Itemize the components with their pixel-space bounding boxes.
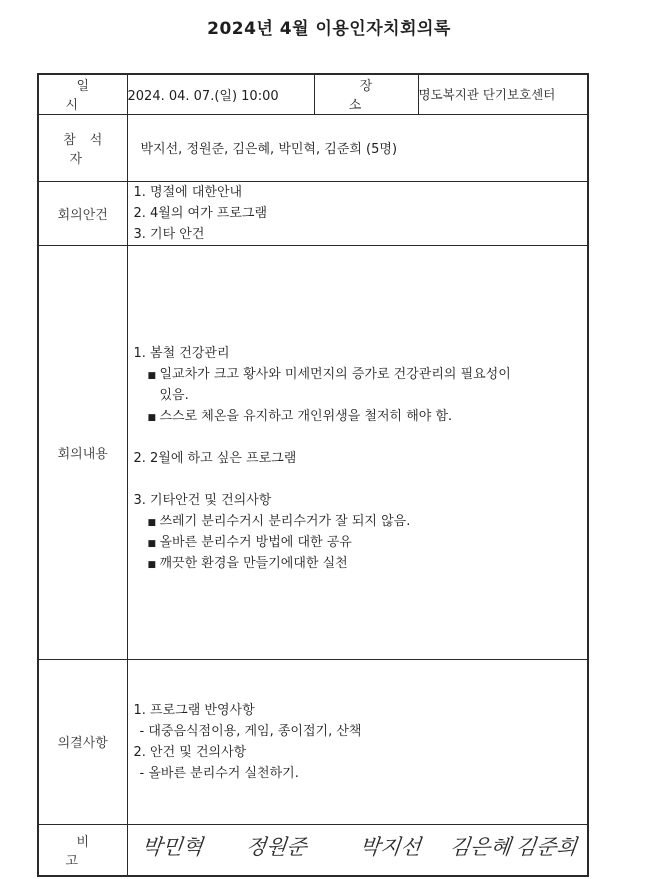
agenda-list [127, 181, 588, 245]
agenda-item: 3. 기타 안건 [133, 226, 205, 242]
signature: 김준희 [514, 834, 578, 859]
content-section-title: 3. 기타안건 및 건의사항 [133, 492, 272, 508]
signature: 김은혜 [448, 834, 512, 859]
content-bullet: ■ 스스로 체온을 유지하고 개인위생을 철저히 해야 함. [128, 406, 588, 427]
signature: 정원준 [244, 834, 308, 859]
resolution-title: 2. 안건 및 건의사항 [133, 744, 247, 760]
signature: 박지선 [358, 834, 422, 859]
content-section-title: 2. 2월에 하고 싶은 프로그램 [133, 450, 297, 466]
content-bullet-continued: 있음. [159, 387, 189, 403]
document-title: 2024년 4월 이용인자치회의록 [207, 19, 451, 39]
content-section-title: 1. 봄철 건강관리 [133, 345, 230, 361]
bullet-square-icon: ■ [147, 538, 157, 549]
resolution-title: 1. 프로그램 반영사항 [133, 702, 255, 718]
place-label: 장 소 [314, 74, 418, 114]
meeting-content [127, 245, 588, 659]
content-bullet: ■ 깨끗한 환경을 만들기에대한 실천 [128, 553, 588, 574]
resolution-detail: - 올바른 분리수거 실천하기. [139, 765, 299, 781]
bullet-square-icon: ■ [147, 412, 157, 423]
content-bullet: ■ 일교차가 크고 황사와 미세먼지의 증가로 건강관리의 필요성이 [128, 364, 588, 385]
place-value: 명도복지관 단기보호센터 [418, 74, 588, 114]
bullet-square-icon: ■ [147, 559, 157, 570]
content-bullet: ■ 쓰레기 분리수거시 분리수거가 잘 되지 않음. [128, 511, 588, 532]
date-label: 일 시 [38, 74, 127, 114]
remarks-label: 비 고 [38, 824, 127, 876]
bullet-square-icon: ■ [147, 370, 157, 381]
date-value: 2024. 04. 07.(일) 10:00 [127, 74, 314, 114]
content-label: 회의내용 [38, 245, 127, 659]
signatures-area [127, 824, 588, 876]
bullet-square-icon: ■ [147, 517, 157, 528]
attendees-label: 참석자 [38, 114, 127, 181]
signature: 박민혁 [140, 834, 204, 859]
resolution-detail: - 대중음식점이용, 게임, 종이접기, 산책 [139, 723, 362, 739]
resolution-label: 의결사항 [38, 659, 127, 824]
agenda-item: 2. 4월의 여가 프로그램 [133, 205, 268, 221]
agenda-label: 회의안건 [38, 181, 127, 245]
attendees-value: 박지선, 정원준, 김은혜, 박민혁, 김준희 (5명) [127, 114, 588, 181]
resolution-content [127, 659, 588, 824]
minutes-table [37, 73, 589, 877]
agenda-item: 1. 명절에 대한안내 [133, 184, 243, 200]
content-bullet: ■ 올바른 분리수거 방법에 대한 공유 [128, 532, 588, 553]
